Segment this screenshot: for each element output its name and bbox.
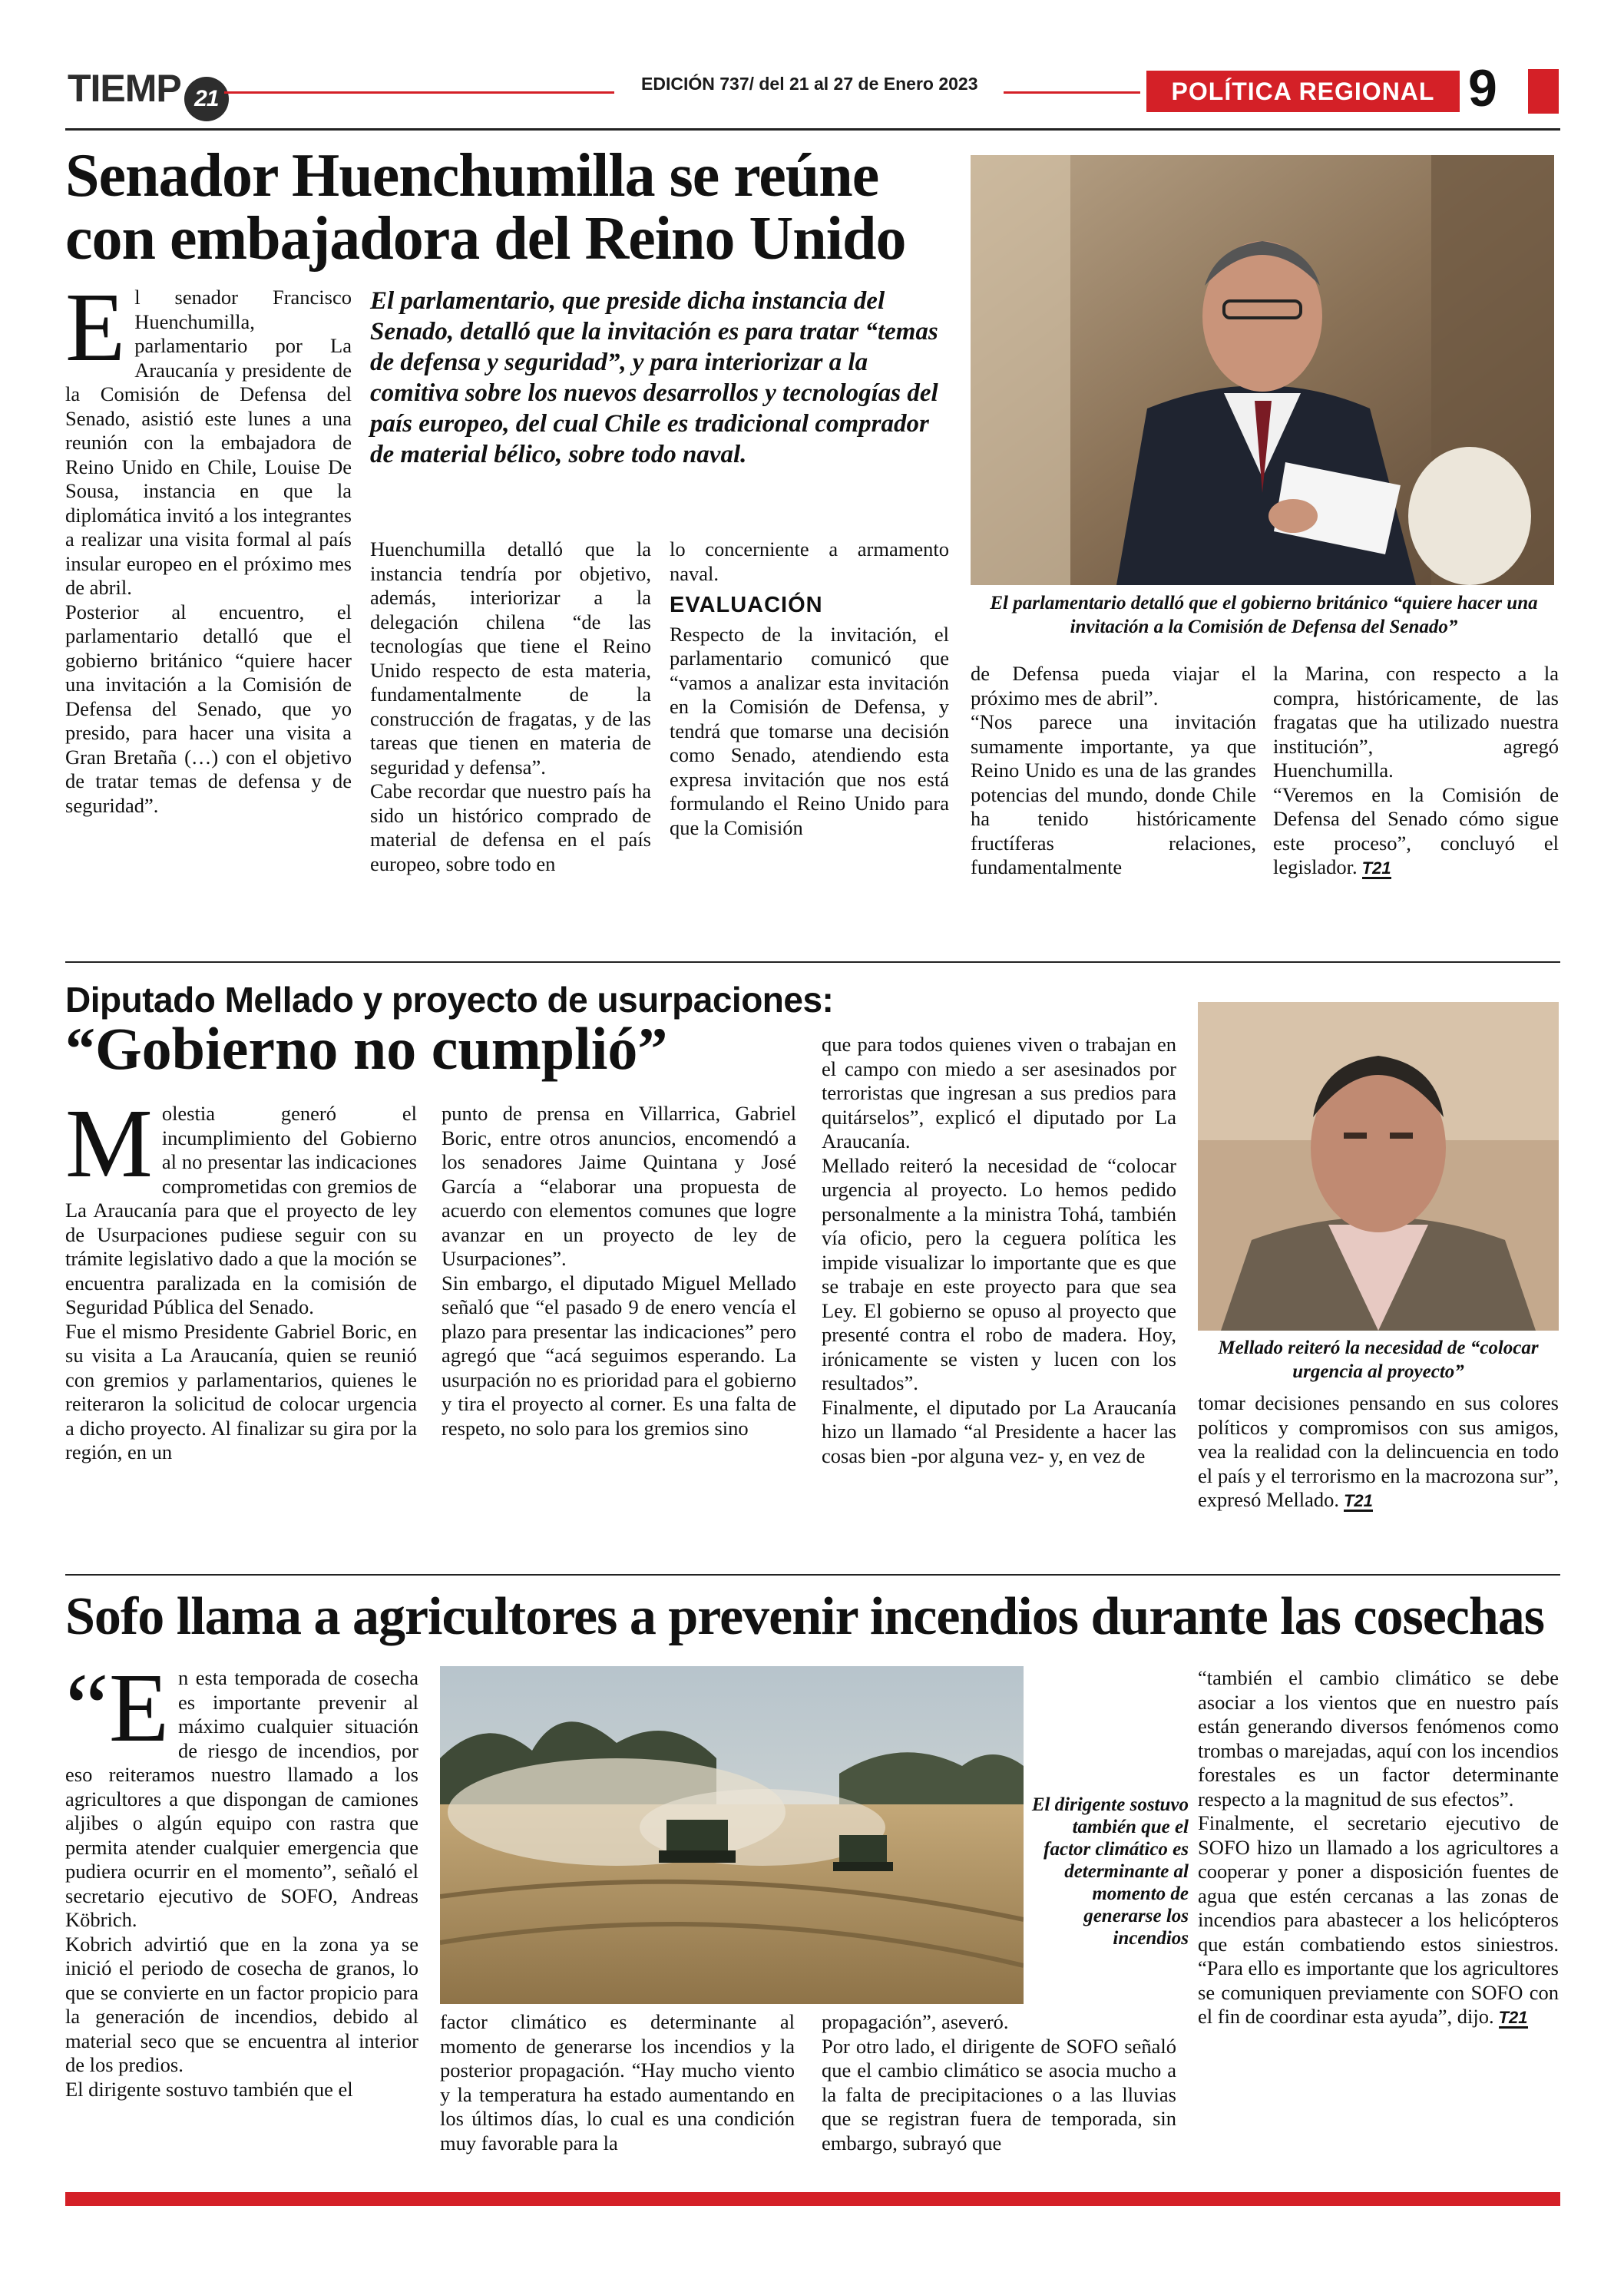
article1-col3: lo concerniente a armamento naval. EVALUACIÓN Respecto de la invitación, el parlamentario comunicó que “vamos a analizar esta invitación en la Comisión de Defensa, y tendrá que tomarse una decisión como Senado, atendiendo esta expresa invitación que nos está formulando el Reino Unido para que la Comisión <box>670 537 949 839</box>
article1-dropcap: E <box>65 273 126 382</box>
article1-col5: la Marina, con respecto a la compra, históricamente, de las fragatas que ha utilizado nuestra institución”, agregó Huenchumilla. “Veremos en la Comisión de Defensa del Senado cómo sigue este proceso”, concluyó el legislador. T21 <box>1273 662 1559 878</box>
divider-2 <box>65 1574 1560 1576</box>
article1-col1: El senador Francisco Huenchumilla, parlamentario por La Araucanía y presidente de la Comisión de Defensa del Senado, asistió este lunes a una reunión con la embajadora de Reino Unido en Chile, Louise De Sousa, instancia en que la diplomática invitó a los integrantes a realizar una visita formal al país insular europeo en el próximo mes de abril. Posterior al encuentro, el parlamentario detalló que el gobierno británico “quiere hacer una invitación a la Comisión de Defensa del Senado, que yo presido, para hacer una visita a Gran Bretaña (…) con el objetivo de tratar temas de defensa y de seguridad”. <box>65 273 352 817</box>
divider-1 <box>65 961 1560 963</box>
article1-col4: de Defensa pueda viajar el próximo mes de abril”. “Nos parece una invitación sumamente importante, ya que Reino Unido es una de las grandes potencias del mundo, donde Chile ha tenido históricamente fructíferas relaciones, fundamentalmente <box>971 662 1256 878</box>
article3-headline: Sofo llama a agricultores a prevenir incendios durante las cosechas <box>65 1587 1545 1646</box>
edition-label: EDICIÓN 737/ del 21 al 27 de Enero 2023 <box>641 74 978 94</box>
harvest-photo-art <box>440 1666 1024 2004</box>
article2-headline: “Gobierno no cumplió” <box>65 1015 668 1082</box>
mellado-photo <box>1198 1002 1559 1331</box>
article3-col4: “también el cambio climático se debe asociar a los vientos que en nuestro país están generando diversos fenómenos como trombas o marejadas, aquí con los incendios forestales es un factor determinante respecto a la magnitud de sus efectos”. Finalmente, el secretario ejecutivo de SOFO hizo un llamado a los agricultores a cooperar y poner a disposición fuentes de agua que estén cercanas a las zonas de incendios para abastecer a los helicópteros que están combatiendo estos siniestros. “Para ello es importante que los agricultores se comuniquen previamente con SOFO con el fin de coordinar esta ayuda”, dijo. T21 <box>1198 1666 1559 2028</box>
article2-col2: punto de prensa en Villarrica, Gabriel Boric, entre otros anuncios, encomendó a los senadores Jaime Quintana y José García a “elaborar una propuesta de acuerdo con elementos comunes que logre avanzar en un proyecto de ley de Usurpaciones”. Sin embargo, el diputado Miguel Mellado señaló que “el pasado 9 de enero vencía el plazo para presentar las indicaciones” pero agregó que “acá seguimos esperando. La usurpación no es prioridad para el gobierno y tira el proyecto al corner. Es una falta de respeto, no solo para los gremios sino <box>442 1102 796 1440</box>
end-mark-3: T21 <box>1498 2008 1528 2027</box>
harvest-photo <box>440 1666 1024 2004</box>
mellado-photo-art <box>1198 1002 1559 1331</box>
corner-block <box>1528 69 1559 114</box>
harvest-photo-caption: El dirigente sostuvo también que el factor climático es determinante al momento de generarse los incendios <box>1031 1794 1189 1949</box>
article1-subhead: EVALUACIÓN <box>670 593 823 617</box>
header-rule-left <box>224 91 614 94</box>
tiempo21-logo: TIEMP 21 <box>68 66 229 121</box>
header-rule-right <box>1004 91 1140 94</box>
senator-photo-caption: El parlamentario detalló que el gobierno británico “quiere hacer una invitación a la Comisión de Defensa del Senado” <box>990 593 1538 637</box>
senator-photo-art <box>971 155 1554 585</box>
article2-col4: tomar decisiones pensando en sus colores políticos y compromisos con sus amigos, vea la realidad con la delincuencia en todo el país y el terrorismo en la macrozona sur”, expresó Mellado. T21 <box>1198 1391 1559 1511</box>
end-mark-2: T21 <box>1343 1491 1373 1510</box>
article3-col1: “En esta temporada de cosecha es importante prevenir al máximo cualquier situación de riesgo de incendios, por eso reiteramos nuestro llamado a los agricultores a que dispongan de camiones aljibes o algún equipo con rastra que permita atender cualquier emergencia que pudiera ocurrir en el momento”, señaló el secretario ejecutivo de SOFO, Andreas Köbrich. Kobrich advirtió que en la zona ya se inició el periodo de cosecha de granos, lo que se convierte en un factor propicio para la generación de incendios, debido al material seco que se encuentra al interior de los predios. El dirigente sostuvo también que el <box>65 1653 418 2101</box>
article3-col2: factor climático es determinante al momento de generarse los incendios y la posterior propagación. “Hay mucho viento y la temperatura ha estado aumentando en los últimos días, lo cual es una condición muy favorable para la <box>440 2010 795 2154</box>
article1-lede: El parlamentario, que preside dicha instancia del Senado, detalló que la invitación es para tratar “temas de defensa y seguridad”, y para interiorizar a la comitiva sobre los nuevos desarrollos y tecnologías del país europeo, del cual Chile es tradicional comprador de material bélico, sobre todo naval. <box>370 287 938 468</box>
article3-dropcap: “E <box>65 1653 169 1762</box>
article3-col3: propagación”, aseveró. Por otro lado, el dirigente de SOFO señaló que el cambio climático se asocia mucho a la falta de precipitaciones o a las lluvias que se registran fuera de temporada, sin embargo, subrayó que <box>822 2010 1176 2154</box>
article1-col2: Huenchumilla detalló que la instancia tendría por objetivo, además, interiorizar a la delegación chilena “de las tecnologías que tiene el Reino Unido respecto de esta materia, fundamentalmente de la construcción de fragatas, y de las tareas que tienen en materia de seguridad y defensa”. Cabe recordar que nuestro país ha sido un histórico comprado de material de defensa en el país europeo, sobre todo en <box>370 537 651 875</box>
article2-col1: Molestia generó el incumplimiento del Gobierno al no presentar las indicaciones comprometidas con gremios de La Araucanía para que el proyecto de ley de Usurpaciones pudiese seguir con su trámite legislativo dado a que la moción se encuentra paralizada en la comisión de Seguridad Pública del Senado. Fue el mismo Presidente Gabriel Boric, en su visita a La Araucanía, quien se reunió con gremios y parlamentarios, quienes le reiteraron la solicitud de colocar urgencia a dicho proyecto. Al finalizar su gira por la región, en un <box>65 1089 417 1463</box>
page-number: 9 <box>1468 59 1497 117</box>
article2-kicker: Diputado Mellado y proyecto de usurpaciones: <box>65 980 834 1020</box>
mellado-photo-caption: Mellado reiteró la necesidad de “colocar urgencia al proyecto” <box>1218 1338 1539 1382</box>
article2-col3: que para todos quienes viven o trabajan en el campo con miedo a ser asesinados por terroristas que ingresan a sus predios para quitárselos”, explicó el diputado por La Araucanía. Mellado reiteró la necesidad de “colocar urgencia al proyecto. Lo hemos pedido personalmente a la ministra Tohá, también vía oficio, pero la ceguera política les impide visualizar lo importante que es que se trabaje en este proyecto para que sea Ley. El gobierno se opuso al proyecto que presenté contra el robo de madera. Hoy, irónicamente se visten y lucen con los resultados”. Finalmente, el diputado por La Araucanía hizo un llamado “al Presidente a hacer las cosas bien -por alguna vez- y, en vez de <box>822 1033 1176 1467</box>
senator-photo <box>971 155 1554 585</box>
article1-headline: Senador Huenchumilla se reúne con embajadora del Reino Unido <box>65 142 906 273</box>
article2-dropcap: M <box>65 1089 153 1198</box>
end-mark-1: T21 <box>1361 858 1391 878</box>
header-divider <box>65 128 1560 131</box>
section-label: POLÍTICA REGIONAL <box>1146 71 1460 112</box>
footer-bar <box>65 2192 1560 2206</box>
